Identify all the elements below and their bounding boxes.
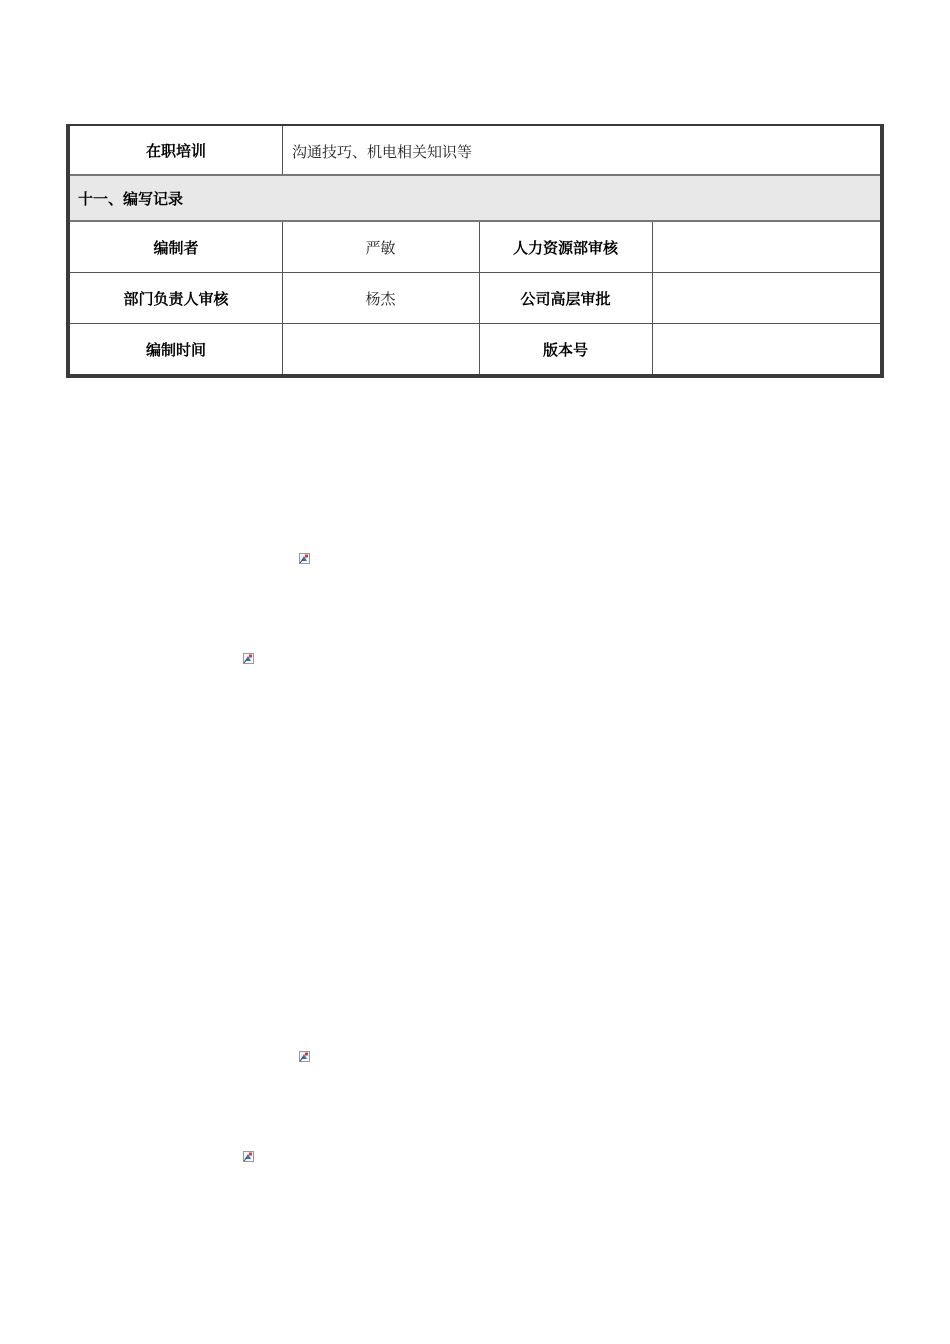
section-title: 十一、编写记录 — [70, 174, 880, 222]
training-value: 沟通技巧、机电相关知识等 — [292, 142, 473, 161]
broken-image-icon — [299, 553, 310, 564]
row-label: 人力资源部审核 — [512, 238, 618, 257]
training-row — [70, 126, 880, 174]
row-label: 版本号 — [542, 340, 588, 359]
broken-image-icon — [243, 1151, 254, 1162]
row-label: 编制者 — [153, 238, 199, 257]
record-table — [66, 124, 884, 378]
broken-image-icon — [299, 1051, 310, 1062]
row-value: 杨杰 — [365, 289, 396, 308]
table-row — [70, 324, 880, 374]
row-value — [282, 324, 479, 374]
table-row — [70, 222, 880, 272]
row-value: 严敏 — [365, 238, 396, 257]
row-label: 部门负责人审核 — [123, 289, 229, 308]
row-value — [652, 324, 880, 374]
row-label: 公司高层审批 — [520, 289, 611, 308]
broken-image-icon — [243, 653, 254, 664]
training-label: 在职培训 — [145, 141, 206, 160]
table-row — [70, 273, 880, 323]
row-label: 编制时间 — [145, 340, 206, 359]
row-value — [652, 222, 880, 272]
row-value — [652, 273, 880, 323]
